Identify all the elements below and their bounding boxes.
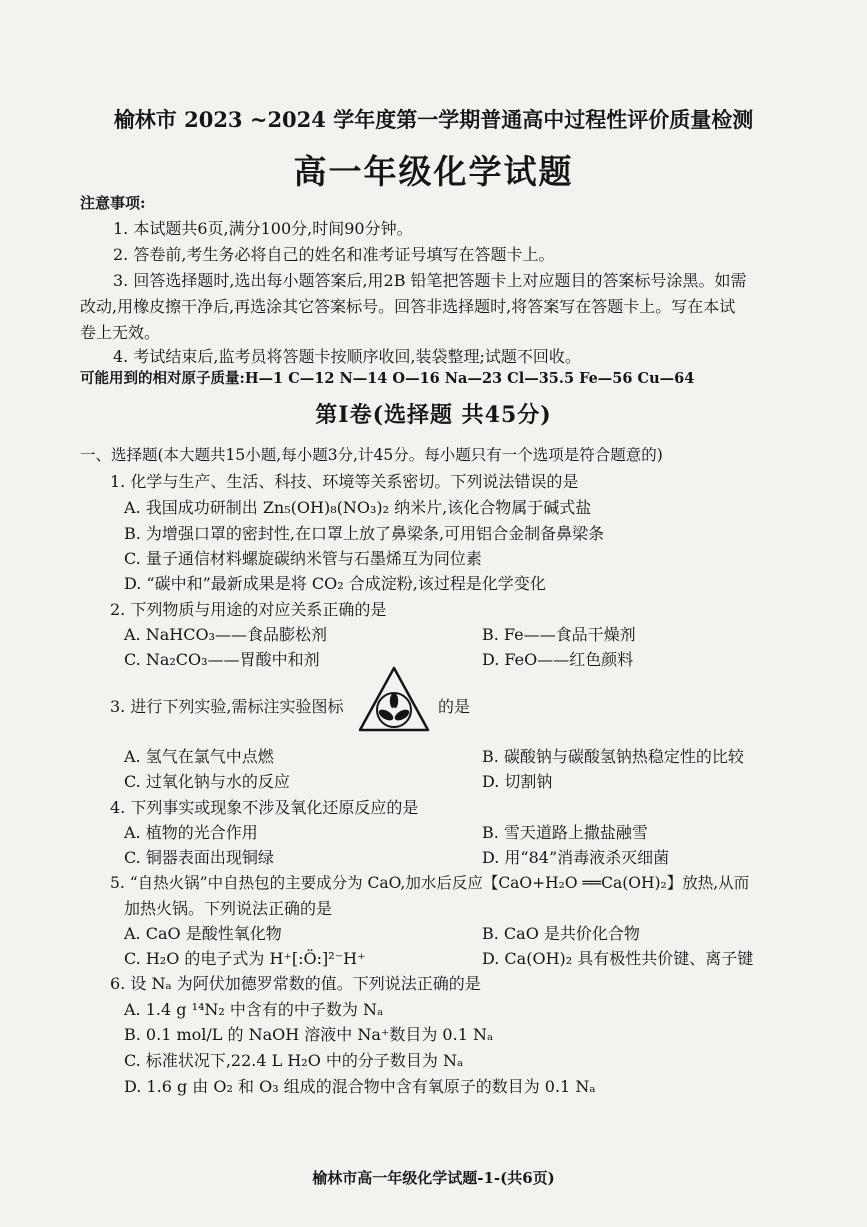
q3-option-a: A. 氢气在氯气中点燃	[124, 747, 274, 766]
q5-option-c: C. H₂O 的电子式为 H⁺[:Ö:]²⁻H⁺	[124, 949, 366, 968]
notice-item-4: 4. 考试结束后,监考员将答题卡按顺序收回,装袋整理;试题不回收。	[113, 347, 581, 366]
q1-stem: 1. 化学与生产、生活、科技、环境等关系密切。下列说法错误的是	[110, 472, 579, 491]
exam-header-title: 榆林市 2023 ~2024 学年度第一学期普通高中过程性评价质量检测	[113, 107, 754, 132]
q2-option-d: D. FeO——红色颜料	[482, 650, 634, 669]
q1-option-b: B. 为增强口罩的密封性,在口罩上放了鼻梁条,可用铝合金制备鼻梁条	[124, 524, 605, 543]
notice-item-1: 1. 本试题共6页,满分100分,时间90分钟。	[113, 219, 413, 238]
q2-option-a: A. NaHCO₃——食品膨松剂	[124, 625, 327, 644]
q6-option-b: B. 0.1 mol/L 的 NaOH 溶液中 Na⁺数目为 0.1 Nₐ	[124, 1025, 494, 1044]
q4-option-b: B. 雪天道路上撒盐融雪	[482, 823, 648, 842]
q1-option-c: C. 量子通信材料螺旋碳纳米管与石墨烯互为同位素	[124, 549, 482, 568]
notice-item-2: 2. 答卷前,考生务必将自己的姓名和准考证号填写在答题卡上。	[113, 245, 555, 264]
notice-item-3-cont: 改动,用橡皮擦干净后,再选涂其它答案标号。回答非选择题时,将答案写在答题卡上。写在本试	[80, 297, 736, 316]
q6-option-c: C. 标准状况下,22.4 L H₂O 中的分子数目为 Nₐ	[124, 1051, 464, 1070]
q3-stem-before: 3. 进行下列实验,需标注实验图标	[110, 697, 344, 716]
section-title: 第Ⅰ卷(选择题 共45分)	[315, 402, 552, 428]
notice-item-3-end: 卷上无效。	[80, 323, 161, 342]
exam-main-title: 高一年级化学试题	[293, 152, 574, 191]
q1-option-d: D. “碳中和”最新成果是将 CO₂ 合成淀粉,该过程是化学变化	[124, 574, 546, 593]
page-footer: 榆林市高一年级化学试题-1-(共6页)	[312, 1169, 555, 1187]
q6-option-d: D. 1.6 g 由 O₂ 和 O₃ 组成的混合物中含有氧原子的数目为 0.1 Nₐ	[124, 1077, 596, 1096]
q4-option-c: C. 铜器表面出现铜绿	[124, 848, 274, 867]
q5-option-a: A. CaO 是酸性氧化物	[124, 924, 282, 943]
q1-option-a: A. 我国成功研制出 Zn₅(OH)₈(NO₃)₂ 纳米片,该化合物属于碱式盐	[124, 498, 592, 517]
notice-label: 注意事项:	[80, 194, 146, 212]
q5-stem-line2: 加热火锅。下列说法正确的是	[124, 899, 333, 918]
q3-stem-after: 的是	[438, 697, 471, 716]
q4-option-d: D. 用“84”消毒液杀灭细菌	[482, 848, 670, 867]
q5-stem-line1: 5. “自热火锅”中自热包的主要成分为 CaO,加水后反应【CaO+H₂O ══Ca(OH)₂】放热,从而	[110, 874, 750, 892]
q2-option-b: B. Fe——食品干燥剂	[482, 625, 636, 644]
q2-stem: 2. 下列物质与用途的对应关系正确的是	[110, 600, 387, 619]
q6-stem: 6. 设 Nₐ 为阿伏加德罗常数的值。下列说法正确的是	[110, 974, 481, 993]
section-instruction: 一、选择题(本大题共15小题,每小题3分,计45分。每小题只有一个选项是符合题意的)	[80, 446, 663, 464]
q3-option-b: B. 碳酸钠与碳酸氢钠热稳定性的比较	[482, 747, 744, 766]
q5-option-b: B. CaO 是共价化合物	[482, 924, 640, 943]
q3-option-d: D. 切割钠	[482, 772, 553, 791]
q5-option-d: D. Ca(OH)₂ 具有极性共价键、离子键	[482, 949, 754, 968]
fan-ventilation-icon	[356, 664, 432, 736]
q3-option-c: C. 过氧化钠与水的反应	[124, 772, 290, 791]
notice-item-3: 3. 回答选择题时,选出每小题答案后,用2B 铅笔把答题卡上对应题目的答案标号涂黑。如需	[113, 271, 747, 290]
q6-option-a: A. 1.4 g ¹⁴N₂ 中含有的中子数为 Nₐ	[124, 1000, 384, 1019]
atomic-mass-line: 可能用到的相对原子质量:H—1 C—12 N—14 O—16 Na—23 Cl—35.5 Fe—56 Cu—64	[80, 370, 695, 387]
q4-option-a: A. 植物的光合作用	[124, 823, 258, 842]
q2-option-c: C. Na₂CO₃——胃酸中和剂	[124, 650, 320, 669]
q4-stem: 4. 下列事实或现象不涉及氧化还原反应的是	[110, 798, 419, 817]
